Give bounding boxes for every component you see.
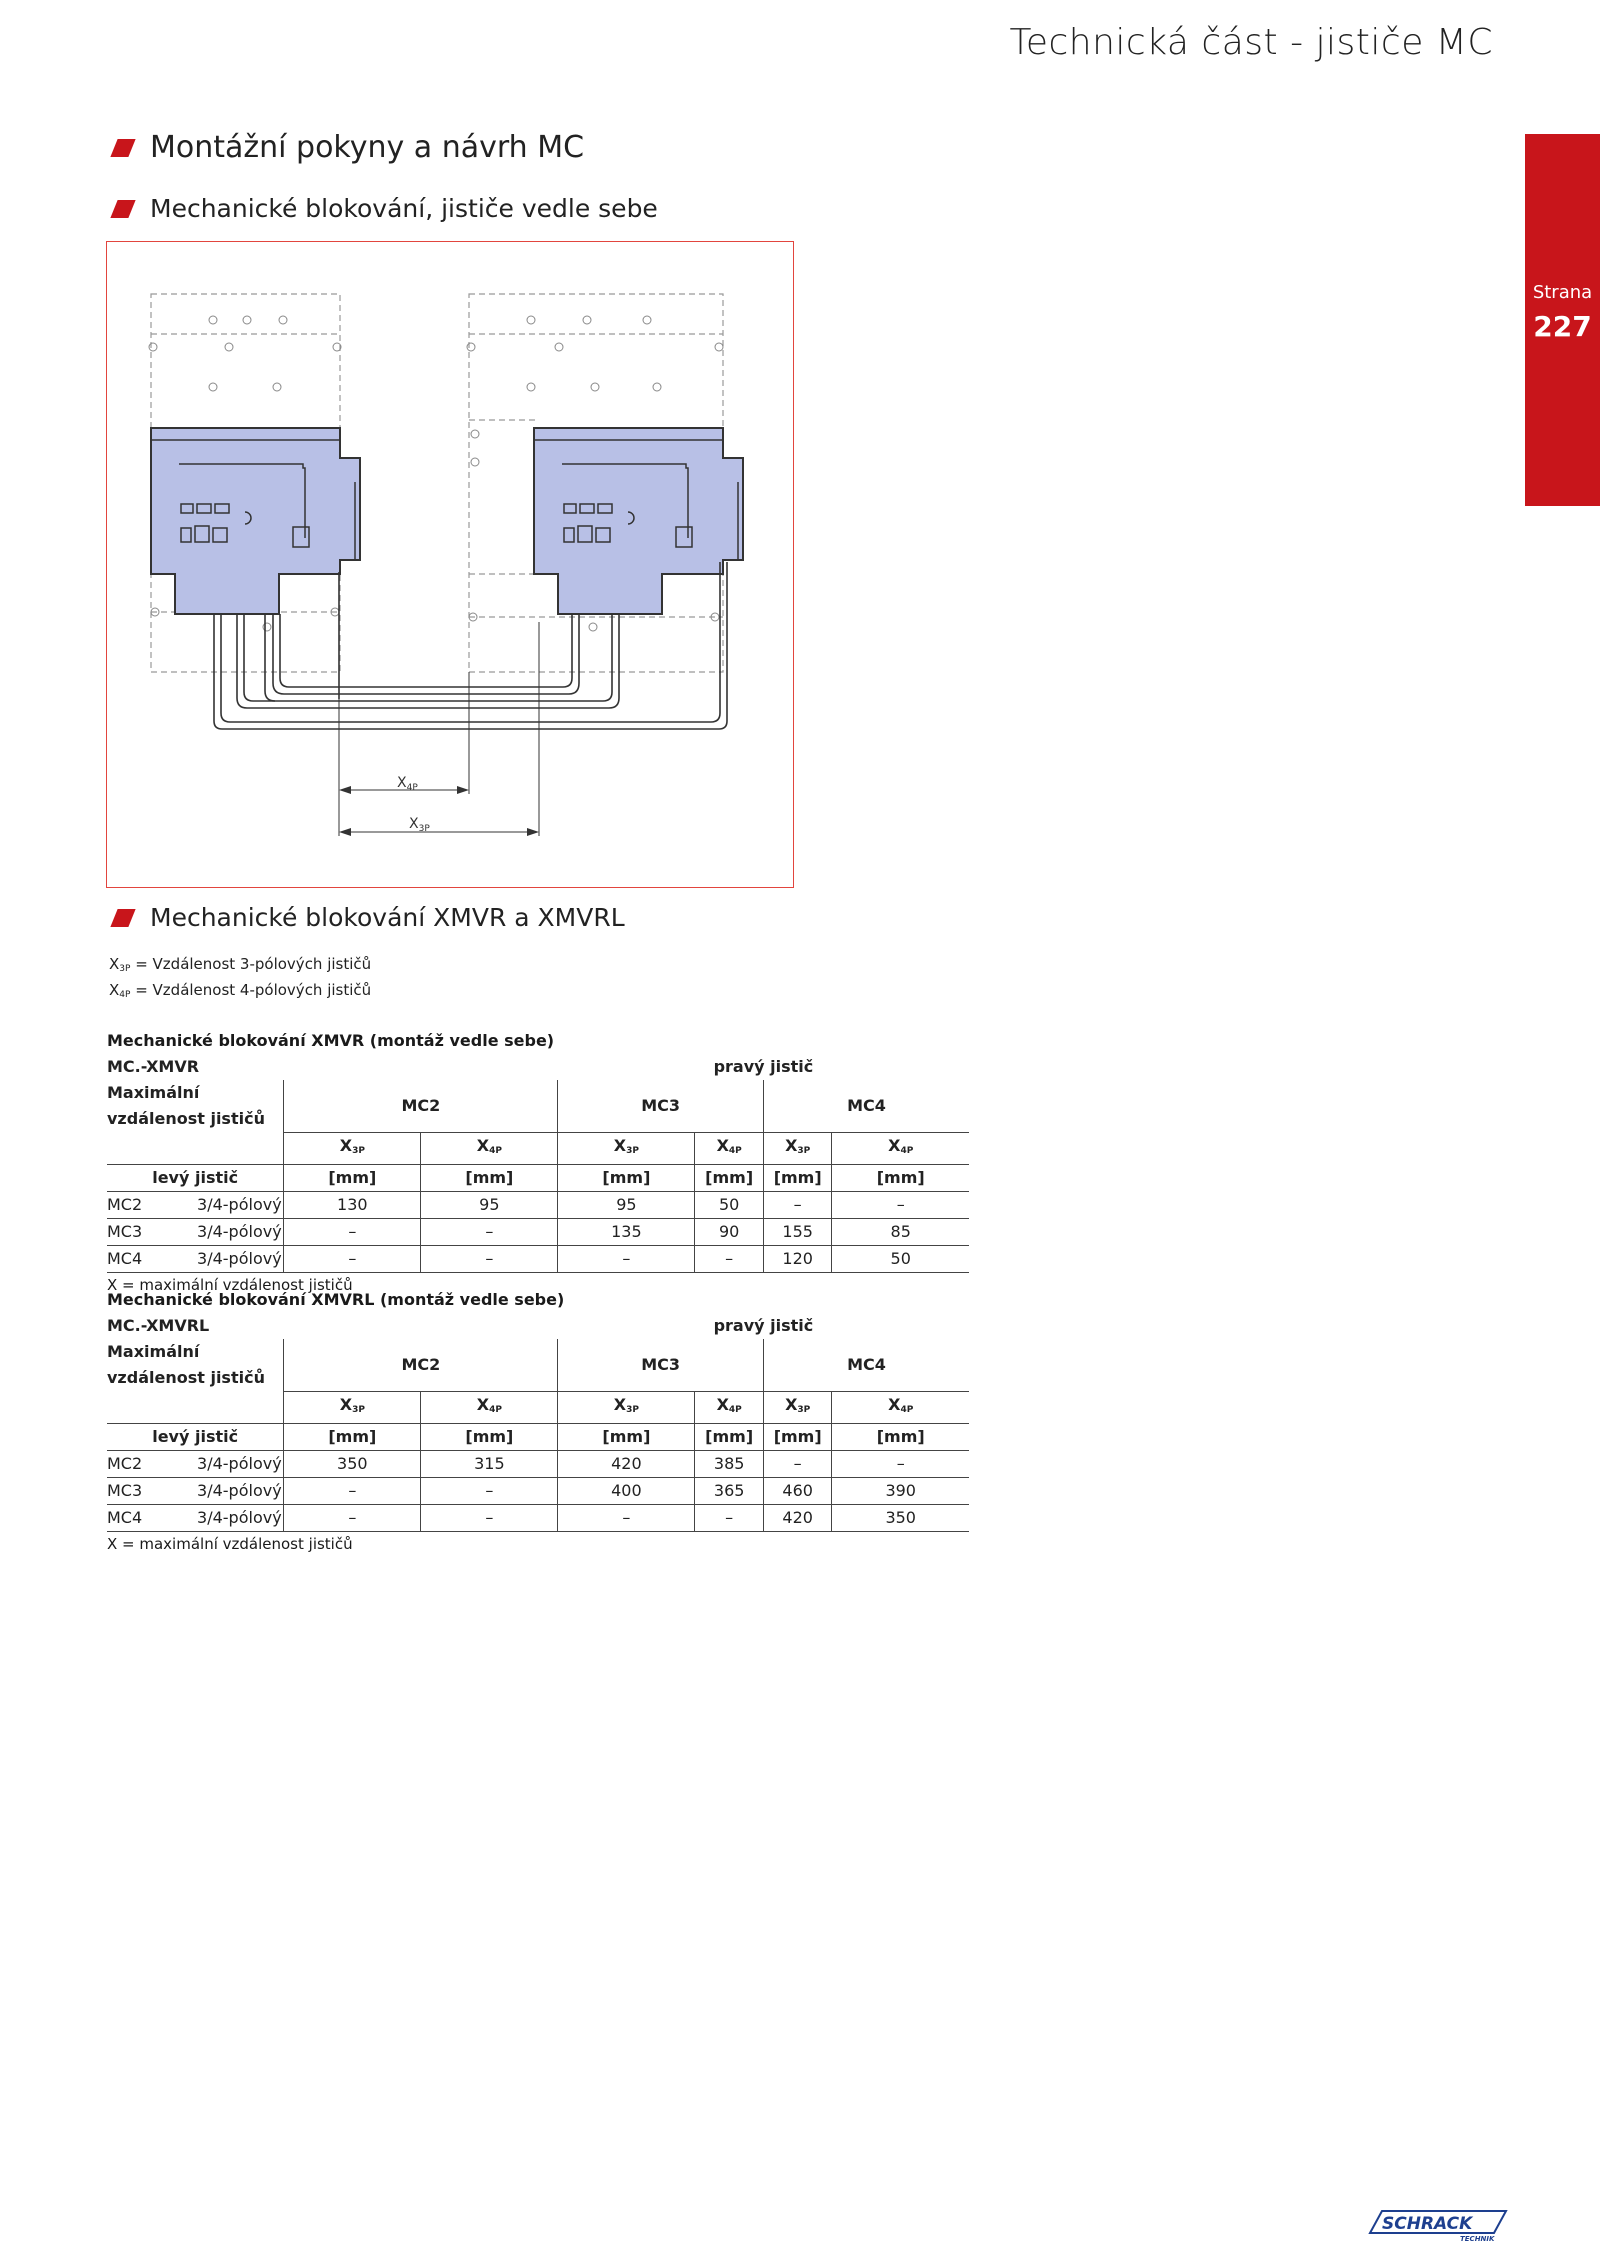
table-note: X = maximální vzdálenost jističů xyxy=(107,1534,353,1553)
section-heading-text: Mechanické blokování XMVR a XMVRL xyxy=(150,903,625,932)
group-header: MC4 xyxy=(763,1339,969,1391)
red-marker-icon xyxy=(110,200,135,218)
main-heading xyxy=(108,130,584,165)
right-breaker-label: pravý jistič xyxy=(713,1057,814,1076)
table-xmvrl xyxy=(107,1287,969,1556)
dim-x3p-sub: 3P xyxy=(418,824,430,834)
page-tab xyxy=(1525,134,1600,506)
dim-x4p-sub: 4P xyxy=(406,783,418,793)
col-x4p: $X_{4P}$ xyxy=(695,1391,764,1423)
dim-x4p-label: X xyxy=(397,775,407,791)
svg-text:X3P xyxy=(409,816,430,834)
table-row: MC4 3/4-pólový – – – – 120 50 xyxy=(107,1245,969,1272)
unit-cell: [mm] xyxy=(832,1164,969,1191)
left-breaker-label: levý jistič xyxy=(107,1423,284,1450)
col-x4p: $X_{4P}$ xyxy=(832,1391,969,1423)
group-header: MC3 xyxy=(558,1080,764,1132)
table-row: MC2 3/4-pólový 130 95 95 50 – – xyxy=(107,1191,969,1218)
table-note: X = maximální vzdálenost jističů xyxy=(107,1275,353,1294)
unit-cell: [mm] xyxy=(763,1164,832,1191)
col-x4p: $X_{4P}$ xyxy=(695,1132,764,1164)
section-heading xyxy=(108,903,625,932)
unit-cell: [mm] xyxy=(421,1423,558,1450)
page-number: 227 xyxy=(1533,310,1592,343)
left-breaker-label: levý jistič xyxy=(107,1164,284,1191)
interlock-diagram xyxy=(106,241,794,888)
table-xmvr xyxy=(107,1028,969,1297)
schrack-logo xyxy=(1368,2209,1508,2247)
table-code: MC.-XMVR xyxy=(107,1057,200,1076)
col-x4p: $X_{4P}$ xyxy=(832,1132,969,1164)
red-marker-icon xyxy=(110,909,135,927)
interlock-drawing xyxy=(107,242,795,889)
unit-cell: [mm] xyxy=(832,1423,969,1450)
unit-cell: [mm] xyxy=(421,1164,558,1191)
page-title: Technická část - jističe MC xyxy=(1009,22,1493,63)
col-x3p: $X_{3P}$ xyxy=(763,1132,832,1164)
col-x3p: $X_{3P}$ xyxy=(284,1132,421,1164)
group-header: MC4 xyxy=(763,1080,969,1132)
group-header: MC2 xyxy=(284,1080,558,1132)
group-header: MC2 xyxy=(284,1339,558,1391)
red-marker-icon xyxy=(110,139,135,157)
table-row: MC4 3/4-pólový – – – – 420 350 xyxy=(107,1504,969,1531)
legend-x3p: $X_{3P}$ = Vzdálenost 3-pólových jističů xyxy=(109,955,372,974)
col-x3p: $X_{3P}$ xyxy=(763,1391,832,1423)
dim-x3p-label: X xyxy=(409,816,419,832)
diagram-heading xyxy=(108,194,658,223)
group-header: MC3 xyxy=(558,1339,764,1391)
unit-cell: [mm] xyxy=(695,1423,764,1450)
unit-cell: [mm] xyxy=(284,1164,421,1191)
col-x4p: $X_{4P}$ xyxy=(421,1391,558,1423)
col-x3p: $X_{3P}$ xyxy=(558,1391,695,1423)
table-title: Mechanické blokování XMVR (montáž vedle sebe) xyxy=(107,1031,555,1050)
diagram-heading-text: Mechanické blokování, jističe vedle sebe xyxy=(150,194,658,223)
row-label: Maximální vzdálenost jističů xyxy=(107,1342,265,1387)
unit-cell: [mm] xyxy=(558,1164,695,1191)
table-row: MC2 3/4-pólový 350 315 420 385 – – xyxy=(107,1450,969,1477)
svg-text:TECHNIK: TECHNIK xyxy=(1460,2235,1495,2243)
table-row: MC3 3/4-pólový – – 400 365 460 390 xyxy=(107,1477,969,1504)
table-title: Mechanické blokování XMVRL (montáž vedle sebe) xyxy=(107,1290,565,1309)
main-heading-text: Montážní pokyny a návrh MC xyxy=(150,130,585,165)
col-x4p: $X_{4P}$ xyxy=(421,1132,558,1164)
unit-cell: [mm] xyxy=(763,1423,832,1450)
right-breaker-label: pravý jistič xyxy=(713,1316,814,1335)
page-tab-label: Strana xyxy=(1532,282,1593,303)
table-code: MC.-XMVRL xyxy=(107,1316,210,1335)
svg-text:SCHRACK: SCHRACK xyxy=(1382,2214,1473,2234)
table-row: MC3 3/4-pólový – – 135 90 155 85 xyxy=(107,1218,969,1245)
col-x3p: $X_{3P}$ xyxy=(284,1391,421,1423)
svg-text:X4P xyxy=(397,775,418,793)
legend-x4p: $X_{4P}$ = Vzdálenost 4-pólových jističů xyxy=(109,981,372,1000)
unit-cell: [mm] xyxy=(284,1423,421,1450)
unit-cell: [mm] xyxy=(558,1423,695,1450)
row-label: Maximální vzdálenost jističů xyxy=(107,1083,265,1128)
col-x3p: $X_{3P}$ xyxy=(558,1132,695,1164)
unit-cell: [mm] xyxy=(695,1164,764,1191)
